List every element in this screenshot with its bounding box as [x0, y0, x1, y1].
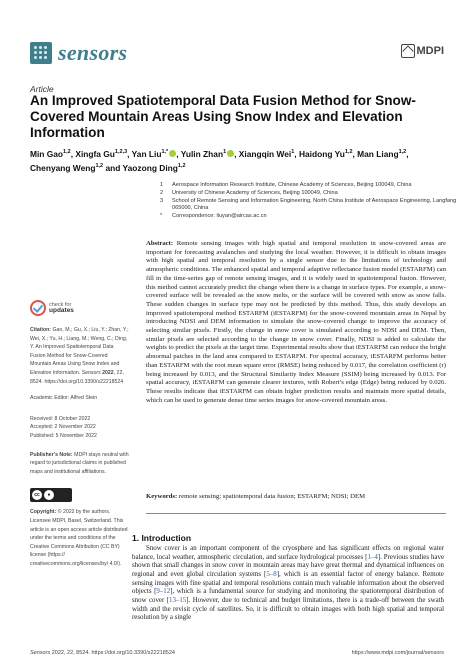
- cc-by-license-badge[interactable]: [30, 488, 72, 502]
- keywords: [146, 493, 446, 502]
- reference-link[interactable]: 13–15: [169, 596, 187, 604]
- accepted-date: Accepted: 2 November 2022: [30, 424, 96, 431]
- citation-block: [30, 326, 130, 403]
- affiliations: [160, 182, 460, 221]
- check-updates-icon: [30, 300, 46, 316]
- paragraph-text: ]. Previous studies have shown that small changes in snow cover in mountain areas may have great thermal and dynamical influences on regional and even global circulation systems [: [132, 553, 444, 578]
- footer-journal: Sensors: [30, 650, 51, 656]
- copyright-block: [30, 508, 130, 568]
- paragraph-text: Snow cover is an important component of the cryosphere and has significant effects on regional water balance, local weather, atmospheric circulation, and surface hydrological processes [: [132, 545, 444, 561]
- article-title: An Improved Spatiotemporal Data Fusion Method for Snow-Covered Mountain Areas Using Snow Index and Elevation Information: [30, 93, 416, 140]
- author-affiliation-marker: 1: [223, 149, 227, 155]
- paragraph-text: ], which is an essential factor of energy balance. Remote sensing images with fine spatial and temporal resolutions contain much valuable information about the observed objects [: [132, 570, 444, 596]
- keywords-label: Keywords:: [146, 493, 178, 500]
- orcid-icon[interactable]: [169, 150, 176, 157]
- received-date: Received: 8 October 2022: [30, 415, 91, 422]
- citation-journal: Sensors: [81, 369, 101, 376]
- affiliation-text: Aerospace Information Research Institute, Chinese Academy of Sciences, Beijing 100049, China: [172, 182, 412, 188]
- affiliation-number: 2: [160, 189, 164, 196]
- affiliation-number: 1: [160, 182, 164, 188]
- section-divider: [146, 513, 446, 514]
- publisher-name: MDPI: [416, 45, 444, 57]
- check-updates-line1: check for: [49, 302, 72, 308]
- dates-block: [30, 415, 130, 441]
- author-name[interactable]: Xiangqin Wei: [238, 148, 292, 159]
- cc-icon: cc: [32, 490, 42, 500]
- orcid-icon[interactable]: [227, 150, 234, 157]
- author-name[interactable]: Yulin Zhan: [180, 148, 224, 159]
- publisher-note-label: Publisher’s Note:: [30, 451, 73, 458]
- copyright-label: Copyright:: [30, 509, 57, 516]
- author-affiliation-marker: 1: [291, 149, 295, 155]
- author-name[interactable]: Haidong Yu: [298, 148, 345, 159]
- attribution-icon: ●: [44, 490, 54, 500]
- affiliation-item: [160, 198, 460, 214]
- publisher-note-text: MDPI stays neutral with regard to jurisdictional claims in published maps and institutional affiliations.: [30, 451, 129, 475]
- author-affiliation-marker: 1,2: [177, 162, 186, 169]
- paragraph-text: ], which is a fundamental source for studying and monitoring the spatiotemporal distribution of snow cover [: [132, 588, 444, 604]
- introduction-paragraph: [132, 545, 444, 623]
- affiliation-text: University of Chinese Academy of Sciences, Beijing 100049, China: [172, 189, 338, 196]
- journal-logo: [30, 40, 127, 66]
- author-affiliation-marker: 1,2: [344, 149, 353, 155]
- affiliation-number: 3: [160, 197, 164, 204]
- published-date: Published: 5 November 2022: [30, 432, 97, 439]
- copyright-text: © 2022 by the authors. Licensee MDPI, Basel, Switzerland. This article is an open access article distributed under the terms and conditions of the Creative Commons Attribution (CC BY) license (https:// creativecommons.org/licenses/by/ 4.0/).: [30, 509, 128, 567]
- author-affiliation-marker: 1,2: [63, 149, 71, 155]
- author-name[interactable]: Xingfa Gu: [75, 148, 115, 159]
- author-affiliation-marker: 1,2: [95, 162, 104, 169]
- author-name[interactable]: Man Liang: [357, 148, 399, 159]
- abstract-label: Abstract:: [146, 240, 174, 247]
- reference-link[interactable]: 5–8: [266, 570, 277, 578]
- citation-volume: , 22, 8524.: [30, 369, 124, 385]
- affiliation-item: [160, 182, 460, 190]
- sensors-logo-icon: [30, 42, 52, 64]
- paragraph-text: ]. However, due to technical and budget limitations, there is a trade-off between the swath width and the revisit cycle of satellites. So, it is difficult to obtain images with both high spatial and temporal resolution by a single: [132, 596, 444, 622]
- section-heading: 1. Introduction: [132, 533, 192, 543]
- keywords-text: remote sensing; spatiotemporal data fusion; ESTARFM; NDSI; DEM: [178, 493, 366, 500]
- footer-citation-text: 2022, 22, 8524. https://doi.org/10.3390/s22218524: [50, 650, 175, 656]
- reference-link[interactable]: 9–12: [156, 588, 171, 596]
- affiliation-text: Correspondence: liuyan@aircas.ac.cn: [172, 213, 267, 220]
- author-affiliation-marker: 1,2,3: [114, 149, 128, 155]
- check-for-updates-button[interactable]: [30, 300, 130, 316]
- author-name[interactable]: Yan Liu: [131, 148, 162, 159]
- journal-name: sensors: [58, 40, 128, 65]
- mdpi-logo-icon: [401, 44, 415, 58]
- affiliation-item: [160, 213, 460, 221]
- affiliation-number: *: [160, 213, 163, 220]
- publisher-note: [30, 451, 130, 477]
- author-name[interactable]: Chenyang Weng: [30, 162, 96, 173]
- author-name[interactable]: Min Gao: [30, 148, 64, 159]
- author-name[interactable]: Yaozong Ding: [122, 162, 178, 173]
- affiliation-item: [160, 190, 460, 198]
- citation-label: Citation:: [30, 327, 52, 333]
- reference-link[interactable]: 1–4: [367, 553, 378, 561]
- citation-doi-link[interactable]: https://doi.org/10.3390/s22218524: [44, 378, 124, 385]
- author-affiliation-marker: 1,*: [161, 149, 169, 155]
- article-type: Article: [30, 84, 54, 94]
- abstract: [146, 240, 446, 405]
- abstract-text: Remote sensing images with high spatial and temporal resolution in snow-covered areas are important for forecasting avalanches and studying the local weather. However, it is difficult to obtain images with high spatial and temporal resolution by a single sensor due to the limitations of technology and atmospheric conditions. The enhanced spatial and temporal adaptive reflectance fusion model (ESTARFM) can fill in the time-series gap of remote sensing images, and it is widely used in spatiotemporal fusion. However, this method cannot accurately predict the change when there is a change in surface types. For example, a snow-covered surface will be revealed as the snow melts, or the surface will be covered with snow as snow falls. These sudden changes in surface type may not be predicted by this method. Thus, this study develops an improved spatiotemporal method ESTARFM (iESTARFM) for the snow-covered mountain areas in Nepal by introducing NDSI and DEM information to simulate the snow-covered change to improve the accuracy of selecting similar pixels. Firstly, the change in snow cover is simulated according to NDSI and DEM. Then, similar pixels are selected according to the change in snow cover. Finally, NDSI is added to calculate the weights to predict the pixels at the target time. Experimental results show that iESTARFM can reduce the bright abnormal patches in the land area compared to ESTARFM. For spectral accuracy, iESTARFM performs better than ESTARFM with the root mean square error (RMSE) being reduced by 0.017, the correlation coefficient (r) being increased by 0.013, and the Structural Similarity Index Measure (SSIM) being increased by 0.013. For spatial accuracy, iESTARFM can generate clearer textures, with Robert’s edge (Edge) being reduced by 0.026. These results indicate that iESTARFM can obtain higher prediction results and maintain more spatial details, which can be used to generate dense time series images for snow-covered mountain areas.: [146, 240, 446, 404]
- author-affiliation-marker: 1,2: [398, 149, 407, 155]
- publisher-logo: [401, 44, 445, 58]
- check-updates-line2: updates: [49, 307, 74, 314]
- footer-journal-link[interactable]: https://www.mdpi.com/journal/sensors: [351, 650, 444, 656]
- footer-citation: [30, 650, 175, 656]
- author-list: Min Gao$^{1,2}$, Xingfa Gu$^{1,2,3}$, Yan Liu$^{1,*}$ , Yulin Zhan$^1$ , Xiangqin Wei$^1$, Haidong Yu$^{1,2}$, Man Liang$^{1,2}$, Chenyang Weng$^{1,2}$ and Yaozong Ding$^{1,2}$: [30, 148, 409, 173]
- affiliation-text: School of Remote Sensing and Information Engineering, North China Institute of Aerospace Engineering, Langfang 065000, China: [172, 197, 457, 212]
- article-info-sidebar: [30, 300, 130, 568]
- citation-year: 2022: [102, 369, 114, 376]
- academic-editor: Academic Editor: Alfred Stein: [30, 395, 98, 402]
- citation-text: Gao, M.; Gu, X.; Liu, Y.; Zhan, Y.; Wei, X.; Yu, H.; Liang, M.; Weng, C.; Ding, Y. An Improved Spatiotemporal Data Fusion Method for Snow-Covered Mountain Areas Using Snow Index and Elevation Information.: [30, 327, 129, 376]
